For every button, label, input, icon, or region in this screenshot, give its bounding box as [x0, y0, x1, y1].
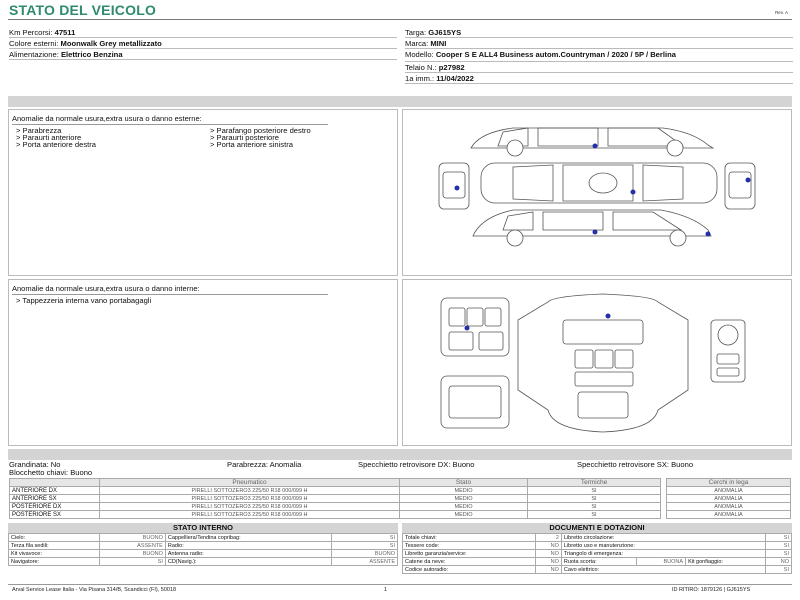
section-band	[8, 449, 792, 460]
interior-label: Radio:	[165, 542, 331, 550]
document-label: Libretto garanzia/service:	[403, 550, 536, 558]
internal-damage-list	[16, 297, 186, 305]
interior-label: Kit vivavoce:	[9, 550, 100, 558]
color-row	[9, 38, 397, 49]
car-exterior-icon	[403, 110, 791, 275]
title-divider	[8, 19, 792, 20]
external-damage-item: > Porta anteriore destra	[16, 141, 210, 148]
make-value: MINI	[430, 39, 447, 48]
document-label: Kit gonfiaggio:	[686, 558, 765, 566]
tyres-header-tyre: Pneumatico	[100, 479, 400, 487]
external-car-diagram	[402, 109, 792, 276]
km-row	[9, 27, 397, 38]
hail-status: Grandinata: No	[9, 460, 61, 469]
document-value: SI	[765, 534, 791, 542]
tyre-model: PIRELLI SOTTOZERO3 225/50 R18 000/099 H	[100, 503, 400, 511]
tyre-position: POSTERIORE SX	[10, 511, 100, 519]
section-band	[8, 96, 792, 107]
interior-label: Cappelliera/Tendina copribag:	[165, 534, 331, 542]
ignition-lock-status: Blocchetto chiavi: Buono	[9, 468, 93, 477]
table-row	[667, 511, 791, 519]
documents-table	[402, 533, 792, 574]
tyre-winter: SI	[528, 511, 661, 519]
internal-damage-panel	[8, 279, 398, 446]
fuel-row	[9, 49, 397, 60]
table-row	[667, 495, 791, 503]
interior-value: BUONO	[100, 550, 166, 558]
color-value: Moonwalk Grey metallizzato	[60, 39, 162, 48]
tyres-header-status: Stato	[400, 479, 528, 487]
table-row	[403, 550, 792, 558]
plate-label: Targa:	[405, 28, 427, 37]
alloy-wheel-status: ANOMALIA	[667, 487, 791, 495]
interior-label: CD(Navig.):	[165, 558, 331, 566]
alloy-wheel-status: ANOMALIA	[667, 511, 791, 519]
table-row	[403, 558, 792, 566]
vehicle-info-left	[9, 27, 397, 60]
make-row	[405, 38, 793, 49]
document-label: Catene da neve:	[403, 558, 536, 566]
tyre-model: PIRELLI SOTTOZERO3 225/50 R18 000/099 H	[100, 487, 400, 495]
plate-row	[405, 27, 793, 38]
chassis-label: Telaio N.:	[405, 63, 437, 72]
document-value: NO	[535, 550, 561, 558]
interior-state-table	[8, 533, 398, 566]
vehicle-info-right	[405, 27, 793, 84]
revision-label: Rev. A	[775, 10, 788, 15]
documents-title: DOCUMENTI E DOTAZIONI	[402, 523, 792, 533]
interior-label: Antenna radio:	[165, 550, 331, 558]
table-row	[10, 487, 661, 495]
table-row	[667, 503, 791, 511]
document-value: NO	[535, 558, 561, 566]
internal-damage-item: > Tappezzeria interna vano portabagagli	[16, 297, 186, 305]
document-value: BUONA	[637, 558, 686, 566]
external-damage-title: Anomalie da normale usura,extra usura o danno esterne:	[12, 114, 328, 125]
alloy-wheels-header: Cerchi in lega	[667, 479, 791, 487]
document-label: Codice autoradio:	[403, 566, 536, 574]
document-label: Ruota scorta:	[561, 558, 636, 566]
document-label: Cavo elettrico:	[561, 566, 765, 574]
chassis-row	[405, 62, 793, 73]
interior-value: SI	[332, 534, 398, 542]
chassis-value: p27982	[438, 63, 465, 72]
tyre-position: POSTERIORE DX	[10, 503, 100, 511]
km-label: Km Percorsi:	[9, 28, 53, 37]
left-mirror-status: Specchietto retrovisore SX: Buono	[577, 460, 694, 469]
interior-value: BUONO	[332, 550, 398, 558]
footer-page-number: 1	[384, 587, 388, 593]
alloy-wheel-status: ANOMALIA	[667, 495, 791, 503]
table-row	[10, 511, 661, 519]
document-value: NO	[765, 558, 791, 566]
registration-value: 11/04/2022	[436, 74, 474, 83]
table-row	[10, 503, 661, 511]
document-value: NO	[535, 542, 561, 550]
table-row	[10, 495, 661, 503]
fuel-label: Alimentazione:	[9, 50, 59, 59]
tyre-status: MEDIO	[400, 511, 528, 519]
document-label: Totale chiavi:	[403, 534, 536, 542]
windshield-status: Parabrezza: Anomalia	[227, 460, 302, 469]
interior-value: BUONO	[100, 534, 166, 542]
model-label: Modello:	[405, 50, 434, 59]
alloy-wheels-table	[666, 478, 791, 519]
tyres-header-winter: Termiche	[528, 479, 661, 487]
interior-label: Terza fila sedili:	[9, 542, 100, 550]
interior-value: ASSENTE	[332, 558, 398, 566]
fuel-value: Elettrico Benzina	[60, 50, 123, 59]
tyre-position: ANTERIORE DX	[10, 487, 100, 495]
color-label: Colore esterni:	[9, 39, 59, 48]
document-value: SI	[765, 542, 791, 550]
table-row	[9, 558, 398, 566]
external-damage-item: > Porta anteriore sinistra	[210, 141, 404, 148]
tyres-header-position	[10, 479, 100, 487]
plate-value: GJ615YS	[428, 28, 462, 37]
document-value: NO	[535, 566, 561, 574]
tyre-status: MEDIO	[400, 503, 528, 511]
table-row	[667, 487, 791, 495]
interior-value: SI	[332, 542, 398, 550]
table-row	[403, 542, 792, 550]
interior-value: SI	[100, 558, 166, 566]
footer-divider	[8, 584, 792, 585]
external-damage-item: > Parafango posteriore destro	[210, 127, 404, 134]
table-row	[403, 534, 792, 542]
make-label: Marca:	[405, 39, 429, 48]
model-row	[405, 49, 793, 62]
footer-company: Arval Service Lease Italia - Via Pisana 314/B, Scandicci (FI), 50018	[12, 587, 177, 593]
registration-row	[405, 73, 793, 84]
tyres-header-row	[10, 479, 661, 487]
interior-label: Cielo:	[9, 534, 100, 542]
internal-damage-title: Anomalie da normale usura,extra usura o danno interne:	[12, 284, 328, 295]
external-damage-list	[16, 127, 397, 148]
document-value: 2	[535, 534, 561, 542]
km-value: 47511	[54, 28, 76, 37]
tyre-position: ANTERIORE SX	[10, 495, 100, 503]
tyre-winter: SI	[528, 503, 661, 511]
tyre-status: MEDIO	[400, 487, 528, 495]
table-row	[9, 534, 398, 542]
document-label: Libretto circolazione:	[561, 534, 765, 542]
table-row	[403, 566, 792, 574]
footer-pickup-id: ID RITIRO: 1879126 | GJ615YS	[672, 587, 751, 593]
model-value: Cooper S E ALL4 Business autom.Countryman / 2020 / 5P / Berlina	[435, 50, 676, 59]
interior-label: Navigatore:	[9, 558, 100, 566]
car-interior-icon	[403, 280, 791, 445]
alloy-wheel-status: ANOMALIA	[667, 503, 791, 511]
document-label: Triangolo di emergenza:	[561, 550, 765, 558]
external-damage-panel	[8, 109, 398, 276]
tyre-model: PIRELLI SOTTOZERO3 225/50 R18 000/099 H	[100, 495, 400, 503]
document-label: Tessere code:	[403, 542, 536, 550]
registration-label: 1a imm.:	[405, 74, 435, 83]
tyre-model: PIRELLI SOTTOZERO3 225/50 R18 000/099 H	[100, 511, 400, 519]
interior-value: ASSENTE	[100, 542, 166, 550]
document-value: SI	[765, 566, 791, 574]
right-mirror-status: Specchietto retrovisore DX: Buono	[358, 460, 475, 469]
external-damage-item: > Paraurti anteriore	[16, 134, 210, 141]
external-damage-item: > Parabrezza	[16, 127, 210, 134]
tyres-table	[9, 478, 661, 519]
external-damage-item: > Paraurti posteriore	[210, 134, 404, 141]
page-title: STATO DEL VEICOLO	[9, 2, 157, 18]
tyre-winter: SI	[528, 495, 661, 503]
document-label: Libretto uso e manutenzione:	[561, 542, 765, 550]
tyre-status: MEDIO	[400, 495, 528, 503]
tyre-winter: SI	[528, 487, 661, 495]
table-row	[9, 550, 398, 558]
interior-state-title: STATO INTERNO	[8, 523, 398, 533]
document-value: SI	[765, 550, 791, 558]
internal-car-diagram	[402, 279, 792, 446]
table-row	[9, 542, 398, 550]
